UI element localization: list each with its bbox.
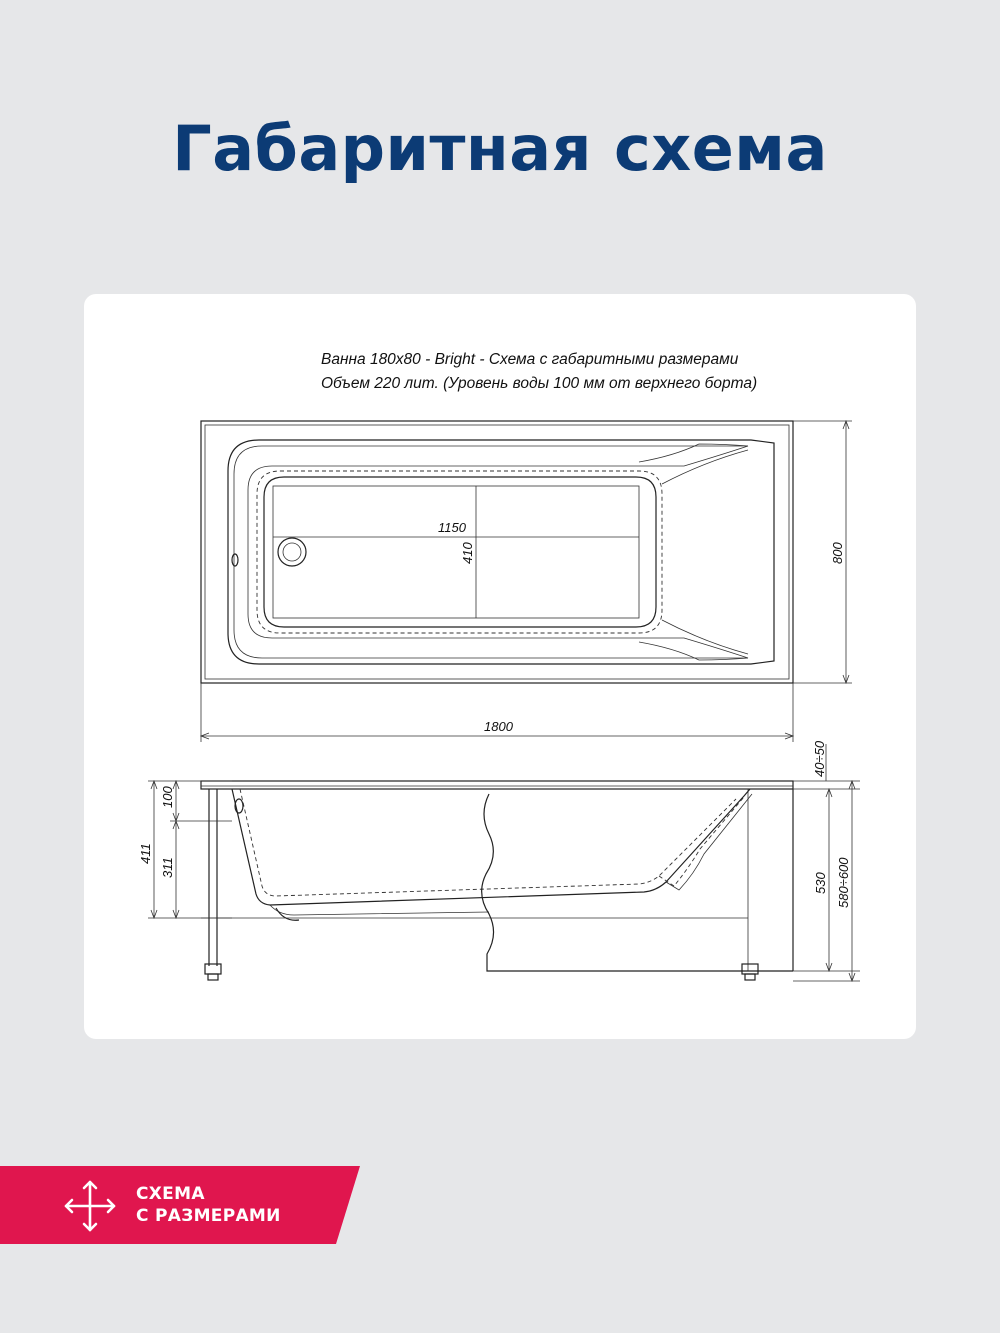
dim-lower-depth: 311 xyxy=(160,857,175,878)
side-view xyxy=(138,740,860,981)
drawing-caption-line2: Объем 220 лит. (Уровень воды 100 мм от верхнего борта) xyxy=(321,375,758,392)
badge-label xyxy=(136,1183,281,1227)
dimension-drawing xyxy=(84,294,916,1039)
badge-line1: СХЕМА xyxy=(136,1184,205,1204)
dim-total-width: 800 xyxy=(830,542,845,564)
inner-floor xyxy=(273,486,639,618)
page-title: Габаритная схема xyxy=(172,112,828,185)
move-arrows-icon xyxy=(62,1178,118,1234)
drawing-caption-line1: Ванна 180х80 - Bright - Схема с габаритными размерами xyxy=(321,351,739,368)
overflow xyxy=(232,554,238,566)
badge-line2: С РАЗМЕРАМИ xyxy=(136,1206,281,1226)
dim-total-length: 1800 xyxy=(484,719,513,734)
dim-total-depth: 411 xyxy=(138,843,153,864)
dim-inner-length: 1150 xyxy=(438,520,466,535)
dim-adjustable-height: 580÷600 xyxy=(836,857,851,908)
dim-water-level: 100 xyxy=(160,786,175,808)
top-view xyxy=(201,421,852,742)
dim-inner-width: 410 xyxy=(460,542,475,564)
side-rim xyxy=(201,781,793,789)
scheme-badge xyxy=(0,1166,360,1244)
drain xyxy=(278,538,306,566)
dim-rim-height: 40÷50 xyxy=(812,740,827,777)
drawing-card xyxy=(84,294,916,1039)
dim-panel-height: 530 xyxy=(813,872,828,894)
